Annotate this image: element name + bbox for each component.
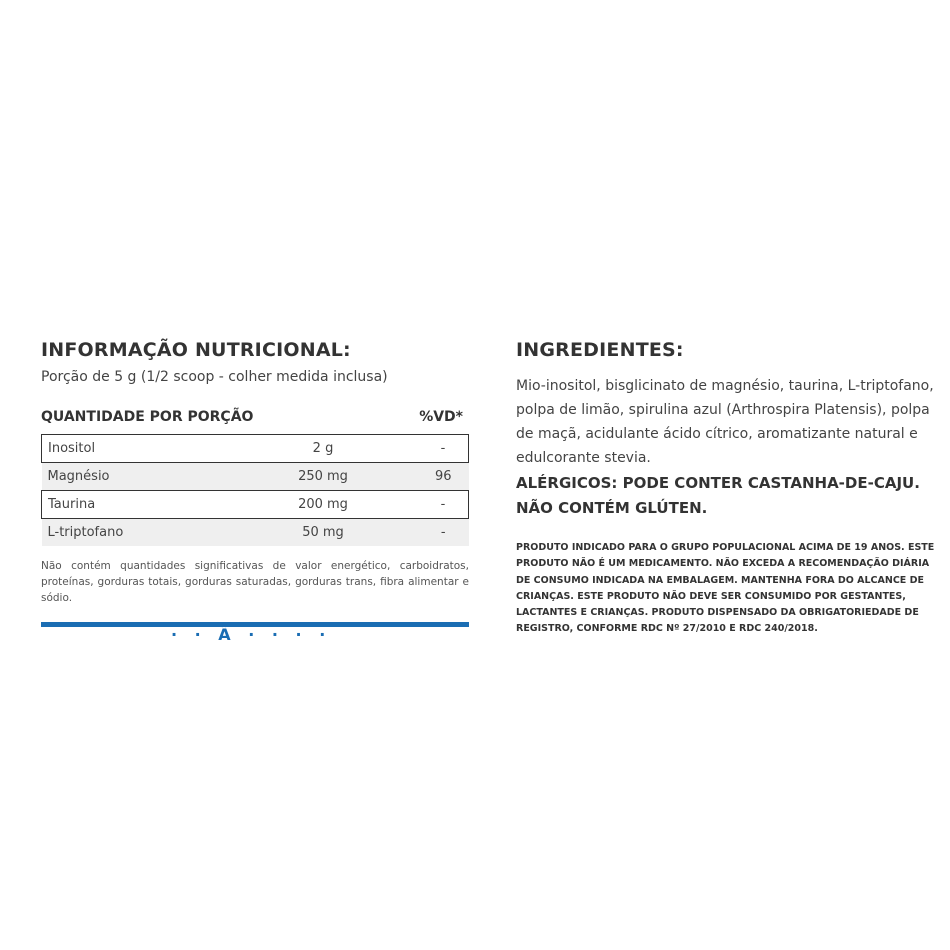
table-row — [42, 463, 469, 491]
legal-warning: PRODUTO INDICADO PARA O GRUPO POPULACIONAL ACIMA DE 19 ANOS. ESTE PRODUTO NÃO É UM MEDICAMENTO. NÃO EXCEDA A RECOMENDAÇÃO DIÁRIA DE CONSUMO INDICADA NA EMBALAGEM. MANTENHA FORA DO ALCANCE DE CRIANÇAS. ESTE PRODUTO NÃO DEVE SER CONSUMIDO POR GESTANTES, LACTANTES E CRIANÇAS. PRODUTO DISPENSADO DA OBRIGATORIEDADE DE REGISTRO, CONFORME RDC Nº 27/2010 E RDC 240/2018. — [516, 542, 935, 635]
nutrient-name: Inositol — [42, 435, 229, 463]
nutrient-amount: 50 mg — [228, 519, 418, 547]
portion-size: Porção de 5 g (1/2 scoop - colher medida inclusa) — [41, 369, 388, 385]
header-quantity: QUANTIDADE POR PORÇÃO — [41, 409, 254, 425]
cut-off-heading-text: · · Ã · · · · — [171, 625, 332, 644]
ingredients-list: Mio-inositol, bisglicinato de magnésio, taurina, L-triptofano, polpa de limão, spirulina azul (Arthrospira Platensis), polpa de maçã, acidulante ácido cítrico, aromatizante natural e edulcorante stevia. — [516, 378, 934, 466]
nutrient-name: L-triptofano — [42, 519, 229, 547]
ingredients-panel — [516, 338, 936, 638]
nutrient-vd: - — [418, 491, 469, 519]
nutrition-footnote: Não contém quantidades significativas de valor energético, carboidratos, proteínas, gorduras totais, gorduras saturadas, gorduras trans, fibra alimentar e sódio. — [41, 560, 469, 604]
nutrition-table-header — [41, 408, 469, 426]
header-vd: %VD* — [419, 409, 463, 425]
nutrition-title: INFORMAÇÃO NUTRICIONAL: — [41, 339, 351, 361]
nutrient-amount: 200 mg — [228, 491, 418, 519]
nutrition-panel — [41, 338, 469, 644]
table-row — [42, 491, 469, 519]
nutrient-vd: 96 — [418, 463, 469, 491]
gluten-statement: NÃO CONTÉM GLÚTEN. — [516, 499, 708, 517]
nutrition-table — [41, 434, 469, 546]
nutrient-amount: 2 g — [228, 435, 418, 463]
nutrient-name: Magnésio — [42, 463, 229, 491]
table-row — [42, 519, 469, 547]
nutrient-amount: 250 mg — [228, 463, 418, 491]
nutrient-vd: - — [418, 519, 469, 547]
nutrient-name: Taurina — [42, 491, 229, 519]
allergen-warning: ALÉRGICOS: PODE CONTER CASTANHA-DE-CAJU. — [516, 474, 920, 492]
table-row — [42, 435, 469, 463]
ingredients-title: INGREDIENTES: — [516, 339, 684, 361]
cut-off-heading — [41, 625, 469, 644]
nutrient-vd: - — [418, 435, 469, 463]
